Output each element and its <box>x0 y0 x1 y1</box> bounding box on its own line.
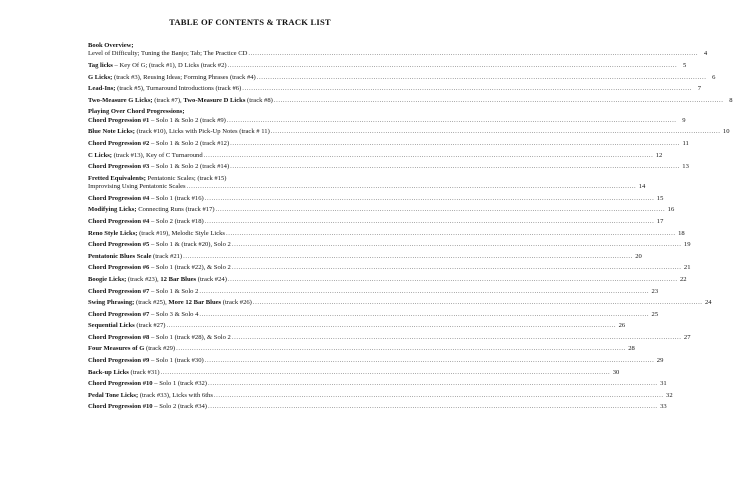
toc-entry-detail: (track #3), Reusing Ideas; Forming Phrases (track #4) <box>112 73 256 81</box>
toc-entry-line <box>88 391 673 400</box>
toc-entry-line <box>88 50 708 58</box>
toc-entry-text <box>88 288 198 296</box>
page-number: 20 <box>635 252 642 260</box>
toc-entry-heading: Chord Progression #7 <box>88 287 150 295</box>
toc-entry-heading: More 12 Bar Blues <box>168 299 222 307</box>
toc-entry-text <box>88 195 204 203</box>
toc-entry-line <box>88 322 626 330</box>
toc-entry-text <box>88 322 165 330</box>
toc-entry <box>88 108 686 125</box>
toc-entry-text <box>88 140 229 148</box>
toc-entry-line <box>88 183 646 191</box>
toc-entry-detail: – Key Of G; (track #1), D Licks (track #2) <box>112 62 227 69</box>
toc-entry-text <box>88 152 203 160</box>
toc-entry-line <box>88 206 675 214</box>
dot-leader: ........................................................................................................................................................................................................ <box>231 333 682 341</box>
page-number: 10 <box>722 128 730 136</box>
toc-entry-heading: Two-Measure D Licks <box>183 96 246 104</box>
toc-entry-heading: Lead-Ins; <box>88 85 116 93</box>
page-number: 8 <box>729 96 733 104</box>
page-number: 24 <box>704 299 712 307</box>
toc-entry-text <box>88 345 175 353</box>
toc-entry <box>88 85 701 93</box>
toc-entry <box>88 275 687 284</box>
toc-entry-text <box>88 334 231 342</box>
toc-entry-line <box>88 345 635 353</box>
toc-entry-heading: Chord Progression #6 <box>88 264 150 272</box>
toc-entry <box>88 241 691 249</box>
page-number: 12 <box>655 151 663 159</box>
dot-leader: ........................................................................................................................................................................................................ <box>199 310 650 318</box>
toc-entry-detail: – Solo 1 (track #30) <box>149 357 204 365</box>
toc-entry-heading: Chord Progression #1 <box>88 116 150 124</box>
toc-entry-heading: Chord Progression #7 <box>88 310 150 318</box>
dot-leader: ........................................................................................................................................................................................................ <box>160 368 611 376</box>
dot-leader: ........................................................................................................................................................................................................ <box>248 50 699 58</box>
toc-entry <box>88 310 659 319</box>
toc-entry <box>88 229 685 238</box>
dot-leader: ........................................................................................................................................................................................................ <box>213 391 664 399</box>
page-number: 9 <box>682 116 686 124</box>
dot-leader: ........................................................................................................................................................................................................ <box>204 194 655 202</box>
toc-entry-line <box>88 287 659 296</box>
toc-entry <box>88 206 675 214</box>
dot-leader: ........................................................................................................................................................................................................ <box>231 241 682 249</box>
toc-entry-detail: – Solo 2 (track #34) <box>152 403 207 411</box>
dot-leader: ........................................................................................................................................................................................................ <box>215 206 666 214</box>
dot-leader: ........................................................................................................................................................................................................ <box>208 380 658 388</box>
toc-entry-detail: (track #7), <box>152 96 184 104</box>
page-number: 28 <box>628 345 635 353</box>
toc-entry-text <box>88 97 273 105</box>
toc-entry-line <box>88 128 730 136</box>
toc-entry <box>88 139 689 148</box>
toc-entry-text <box>88 206 215 214</box>
toc-entry-detail: (track #31) <box>128 368 160 376</box>
toc-entry-detail: – Solo 1 & Solo 2 (track #9) <box>149 116 226 124</box>
toc-entry-detail: Level of Difficulty; Tuning the Banjo; Tab; The Practice CD <box>88 50 248 58</box>
toc-entry-heading: Two-Measure G Licks; <box>88 96 153 104</box>
toc-entry-text <box>88 108 185 116</box>
toc-entry-detail: (track #33), Licks with 6ths <box>138 391 213 399</box>
toc-entry-line <box>88 175 397 183</box>
toc-entry-text <box>88 264 231 272</box>
toc-entry-text <box>88 369 160 377</box>
toc-entry <box>88 151 663 160</box>
toc-entry-detail: (track #21) <box>151 252 183 260</box>
toc-entry-line <box>88 380 667 388</box>
toc-entry-line <box>88 229 685 238</box>
page-number: 15 <box>656 194 664 202</box>
toc-entry <box>88 380 667 388</box>
toc-entry-detail: – Solo 2 (track #18) <box>149 217 204 225</box>
toc-entry-heading: Chord Progression #8 <box>88 333 150 341</box>
toc-entry-detail: – Solo 1 & Solo 2 (track #14) <box>149 163 230 171</box>
toc-entry-detail: (track #25), <box>134 299 169 307</box>
toc-entry-text <box>88 218 204 226</box>
toc-entry-heading: Book Overview; <box>88 42 134 49</box>
toc-entry-heading: Chord Progression #9 <box>88 357 150 365</box>
toc-entry-heading: Pentatonic Blues Scale <box>88 252 152 260</box>
toc-entry-detail: (track #29) <box>144 345 176 353</box>
toc-entry <box>88 403 667 411</box>
toc-entry <box>88 264 691 272</box>
toc-entry-heading: Four Measures of G <box>88 345 145 353</box>
toc-entry-detail: (track #24) <box>196 275 227 283</box>
toc-entry <box>88 163 689 171</box>
toc-entry <box>88 194 664 203</box>
toc-entry-detail: – Solo 1 (track #28), & Solo 2 <box>149 333 231 341</box>
page-number: 19 <box>683 241 691 249</box>
dot-leader: ........................................................................................................................................................................................................ <box>204 217 655 225</box>
toc-entry-line <box>88 264 691 272</box>
toc-entry <box>88 42 708 59</box>
toc-entry-detail: (track #5), Turnaround Introductions (track #6) <box>115 85 242 93</box>
toc-entry <box>88 299 712 307</box>
dot-leader: ........................................................................................................................................................................................................ <box>166 322 617 330</box>
toc-entry-text <box>88 175 227 183</box>
toc-entry <box>88 333 691 342</box>
dot-leader: ........................................................................................................................................................................................................ <box>227 275 678 283</box>
toc-entry-heading: Back-up Licks <box>88 368 129 376</box>
toc-entry-heading: Chord Progression #10 <box>88 380 153 388</box>
toc-entry-text <box>88 117 226 125</box>
toc-entry-detail: (track #19), Melodic Style Licks <box>137 229 225 237</box>
toc-entry <box>88 62 687 70</box>
toc-entry-text <box>88 62 227 70</box>
dot-leader: ........................................................................................................................................................................................................ <box>227 62 678 69</box>
dot-leader: ........................................................................................................................................................................................................ <box>203 151 654 159</box>
toc-entry-detail: – Solo 1 (track #22), & Solo 2 <box>149 264 231 272</box>
toc-entry <box>88 217 664 226</box>
page-number: 22 <box>680 275 687 283</box>
toc-entry-heading: G Licks; <box>88 73 113 81</box>
toc-entry-line <box>88 116 686 125</box>
page-number: 4 <box>703 50 708 58</box>
toc-entry-text <box>88 357 204 365</box>
toc-entry-detail: – Solo 1 (track #16) <box>149 194 204 202</box>
toc-entry-line <box>88 163 689 171</box>
toc-entry-line <box>88 194 664 203</box>
page-number: 16 <box>667 206 675 214</box>
toc-entry-detail: (track #23), <box>126 275 161 283</box>
toc-entry-detail: – Solo 1 & Solo 2 <box>149 287 199 295</box>
toc-entry-line <box>88 42 397 50</box>
toc-entry-heading: Tag licks <box>88 62 113 69</box>
toc-entry-text <box>88 403 207 411</box>
toc-entry-line <box>88 151 663 160</box>
toc-entry-heading: Reno Style Licks; <box>88 229 138 237</box>
toc-entry-text <box>88 276 227 284</box>
page-title: TABLE OF CONTENTS & TRACK LIST <box>169 17 331 27</box>
toc-entry-detail: Improvising Using Pentatonic Scales <box>88 183 186 191</box>
toc-entry-detail: (track #26) <box>221 299 252 307</box>
toc-entry-detail: (track #8) <box>245 96 273 104</box>
toc-entry-line <box>88 252 642 261</box>
toc-entry <box>88 391 673 400</box>
dot-leader: ........................................................................................................................................................................................................ <box>183 252 633 260</box>
toc-entry-line <box>88 333 691 342</box>
page-number: 31 <box>660 380 667 388</box>
toc-entry-heading: Chord Progression #3 <box>88 163 150 171</box>
toc-entry-line <box>88 310 659 319</box>
page-number: 32 <box>666 391 673 399</box>
toc-entry-heading: Chord Progression #4 <box>88 194 150 202</box>
dot-leader: ........................................................................................................................................................................................................ <box>230 139 680 147</box>
dot-leader: ........................................................................................................................................................................................................ <box>273 96 724 104</box>
page-number: 14 <box>638 183 646 191</box>
dot-leader: ........................................................................................................................................................................................................ <box>199 287 650 295</box>
toc-entry-heading: Swing Phrasing; <box>88 299 135 307</box>
toc-entry-line <box>88 85 701 93</box>
dot-leader: ........................................................................................................................................................................................................ <box>176 345 626 353</box>
toc-entry <box>88 368 620 377</box>
toc-entry-line <box>88 241 691 249</box>
page-number: 5 <box>682 62 687 69</box>
toc-entry-text <box>88 85 241 93</box>
toc-entry-text <box>88 311 198 319</box>
toc-entry-line <box>88 108 397 116</box>
page-number: 18 <box>678 229 685 237</box>
page-number: 7 <box>697 85 701 93</box>
toc-entry-detail: – Solo 1 & Solo 2 (track #12) <box>149 139 230 147</box>
page-number: 11 <box>682 139 689 147</box>
toc-entry-detail: (track #13), Key of C Turnaround <box>112 151 203 159</box>
page-number: 27 <box>683 333 691 341</box>
toc-list <box>88 42 733 415</box>
toc-entry-text <box>88 230 225 238</box>
dot-leader: ........................................................................................................................................................................................................ <box>186 183 637 191</box>
page-number: 17 <box>656 217 664 225</box>
page-number: 30 <box>612 368 620 376</box>
page-number: 13 <box>682 163 689 171</box>
toc-entry-detail: – Solo 1 & (track #20), Solo 2 <box>149 241 231 249</box>
toc-entry-heading: Pedal Tone Licks; <box>88 391 139 399</box>
page-number: 26 <box>618 322 626 330</box>
toc-entry <box>88 128 730 136</box>
dot-leader: ........................................................................................................................................................................................................ <box>256 73 707 81</box>
toc-entry-line <box>88 217 664 226</box>
toc-entry-detail: – Solo 3 & Solo 4 <box>149 310 199 318</box>
toc-entry-line <box>88 96 733 105</box>
toc-entry-detail: Connecting Runs (track #17) <box>136 206 215 214</box>
toc-entry-text <box>88 183 186 191</box>
dot-leader: ........................................................................................................................................................................................................ <box>231 264 682 272</box>
toc-entry-heading: Chord Progression #10 <box>88 403 153 411</box>
dot-leader: ........................................................................................................................................................................................................ <box>230 163 680 171</box>
toc-entry-text <box>88 128 270 136</box>
toc-entry-text <box>88 253 182 261</box>
toc-entry-line <box>88 368 620 377</box>
toc-entry-heading: Playing Over Chord Progressions; <box>88 108 185 116</box>
page-number: 6 <box>712 73 716 81</box>
toc-entry-line <box>88 62 687 70</box>
toc-entry <box>88 96 733 105</box>
dot-leader: ........................................................................................................................................................................................................ <box>225 229 676 237</box>
toc-entry-text <box>88 163 229 171</box>
toc-entry-line <box>88 403 667 411</box>
toc-entry-text <box>88 392 213 400</box>
toc-entry-line <box>88 357 664 365</box>
toc-entry <box>88 252 642 261</box>
dot-leader: ........................................................................................................................................................................................................ <box>242 85 692 93</box>
toc-entry-text <box>88 42 134 50</box>
toc-entry <box>88 357 664 365</box>
toc-entry-text <box>88 50 247 58</box>
dot-leader: ........................................................................................................................................................................................................ <box>226 116 677 124</box>
toc-entry <box>88 174 646 192</box>
toc-entry-heading: Modifying Licks; <box>88 206 137 214</box>
dot-leader: ........................................................................................................................................................................................................ <box>252 299 703 307</box>
toc-entry-line <box>88 73 716 82</box>
toc-entry-heading: Chord Progression #4 <box>88 217 150 225</box>
page-number: 25 <box>651 310 659 318</box>
toc-entry-text <box>88 380 207 388</box>
toc-entry-detail: (track #27) <box>134 322 166 330</box>
toc-entry-detail: (track #10), Licks with Pick-Up Notes (track # 11) <box>134 128 270 136</box>
toc-entry-text <box>88 299 252 307</box>
toc-entry-detail: – Solo 1 (track #32) <box>152 380 207 388</box>
page-number: 29 <box>656 357 664 365</box>
toc-entry-detail: Pentatonic Scales; (track #15) <box>145 174 227 182</box>
toc-entry-line <box>88 275 687 284</box>
toc-entry <box>88 73 716 82</box>
toc-entry-text <box>88 74 256 82</box>
toc-entry-heading: Blue Note Licks; <box>88 128 135 136</box>
page-number: 21 <box>683 264 691 272</box>
dot-leader: ........................................................................................................................................................................................................ <box>208 403 658 411</box>
toc-entry-heading: Boogie Licks; <box>88 275 127 283</box>
dot-leader: ........................................................................................................................................................................................................ <box>270 128 721 136</box>
toc-entry <box>88 345 635 353</box>
toc-entry-text <box>88 241 231 249</box>
page-number: 33 <box>660 403 667 411</box>
toc-entry-line <box>88 139 689 148</box>
toc-entry-heading: Chord Progression #2 <box>88 139 150 147</box>
toc-entry-heading: Fretted Equivalents; <box>88 174 146 182</box>
toc-entry <box>88 322 626 330</box>
toc-entry <box>88 287 659 296</box>
toc-entry-heading: 12 Bar Blues <box>160 275 197 283</box>
toc-entry-heading: Chord Progression #5 <box>88 241 150 249</box>
dot-leader: ........................................................................................................................................................................................................ <box>204 357 655 365</box>
page-number: 23 <box>651 287 659 295</box>
toc-entry-line <box>88 299 712 307</box>
toc-entry-heading: C Licks; <box>88 151 112 159</box>
toc-entry-heading: Sequential Licks <box>88 322 135 330</box>
